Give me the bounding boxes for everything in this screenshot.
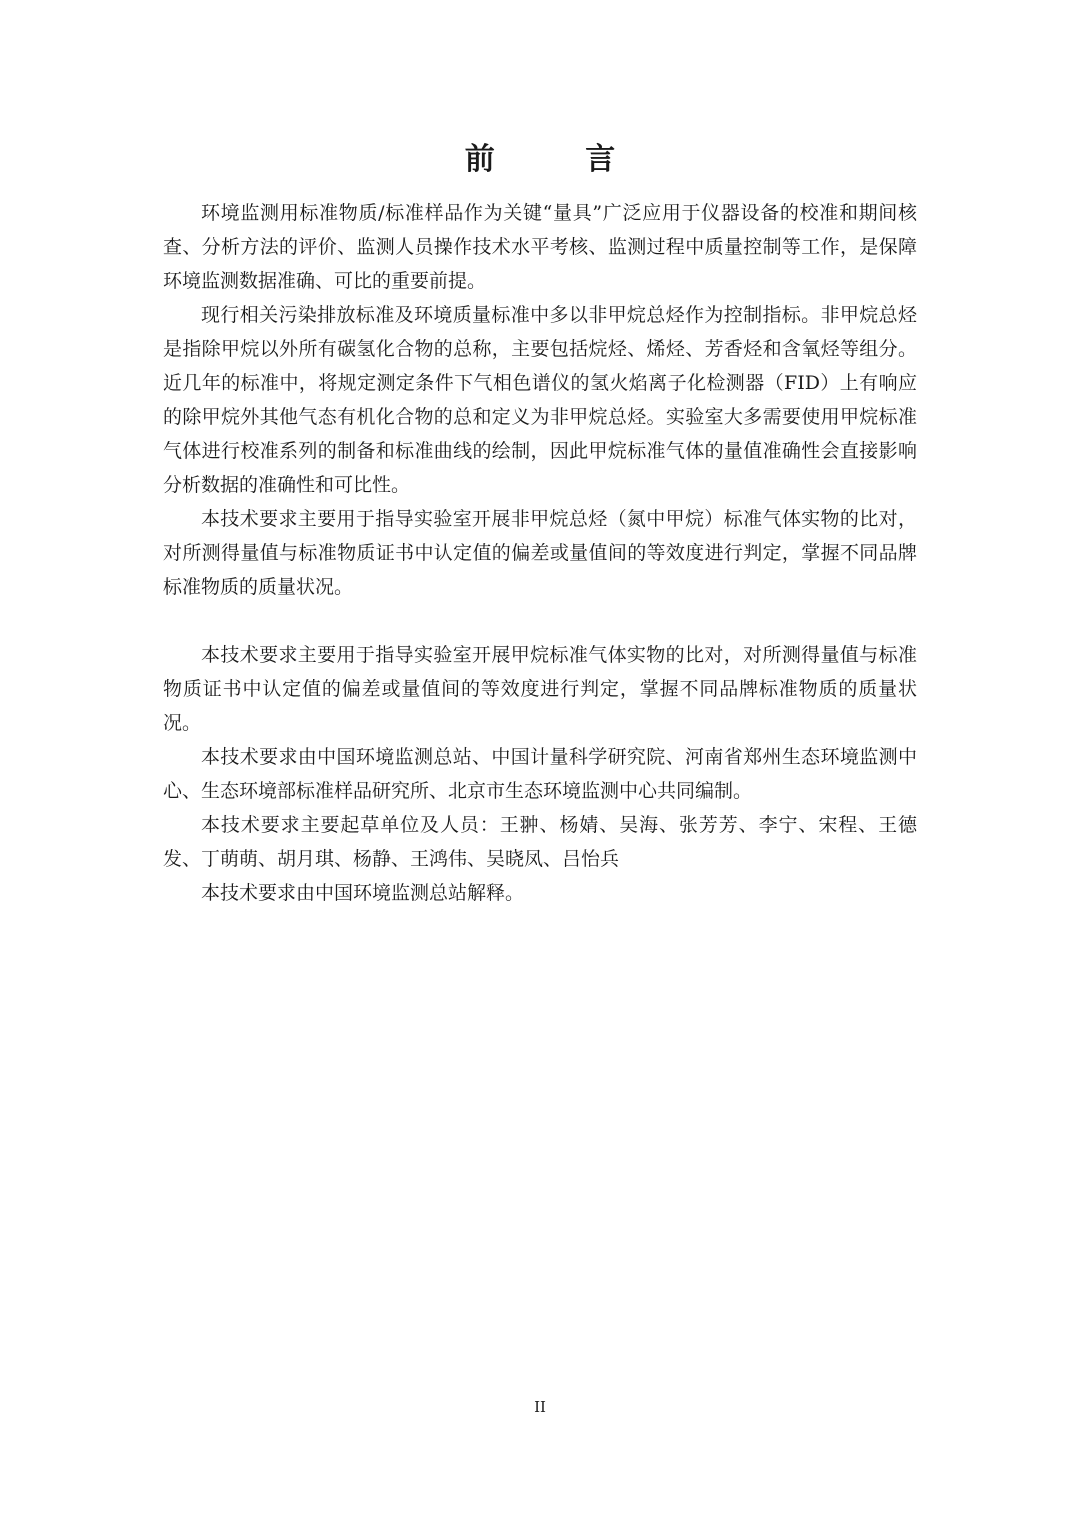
page-number: II [534,1398,546,1416]
paragraph-nmhc-definition: 现行相关污染排放标准及环境质量标准中多以非甲烷总烃作为控制指标。非甲烷总烃是指除甲烷以外所有碳氢化合物的总称，主要包括烷烃、烯烃、芳香烃和含氧烃等组分。近几年的标准中，将规定测定条件下气相色谱仪的氢火焰离子化检测器（FID）上有响应的除甲烷外其他气态有机化合物的总和定义为非甲烷总烃。实验室大多需要使用甲烷标准气体进行校准系列的制备和标准曲线的绘制，因此甲烷标准气体的量值准确性会直接影响分析数据的准确性和可比性。 [163,304,917,496]
page-title: 前 言 [464,142,656,177]
paragraph-purpose-methane: 本技术要求主要用于指导实验室开展甲烷标准气体实物的比对，对所测得量值与标准物质证书中认定值的偏差或量值间的等效度进行判定，掌握不同品牌标准物质的质量状况。 [163,644,917,734]
document-body [163,196,917,910]
paragraph-intro: 环境监测用标准物质/标准样品作为关键“量具”广泛应用于仪器设备的校准和期间核查、分析方法的评价、监测人员操作技术水平考核、监测过程中质量控制等工作，是保障环境监测数据准确、可比的重要前提。 [163,202,917,292]
paragraph-compilers: 本技术要求由中国环境监测总站、中国计量科学研究院、河南省郑州生态环境监测中心、生态环境部标准样品研究所、北京市生态环境监测中心共同编制。 [163,746,917,802]
paragraph-interpretation: 本技术要求由中国环境监测总站解释。 [201,882,525,904]
paragraph-purpose-nmhc: 本技术要求主要用于指导实验室开展非甲烷总烃（氮中甲烷）标准气体实物的比对，对所测得量值与标准物质证书中认定值的偏差或量值间的等效度进行判定，掌握不同品牌标准物质的质量状况。 [163,508,917,598]
paragraph-drafters: 本技术要求主要起草单位及人员：王翀、杨婧、吴海、张芳芳、李宁、宋程、王德发、丁萌萌、胡月琪、杨静、王鸿伟、吴晓凤、吕怡兵 [163,814,917,870]
